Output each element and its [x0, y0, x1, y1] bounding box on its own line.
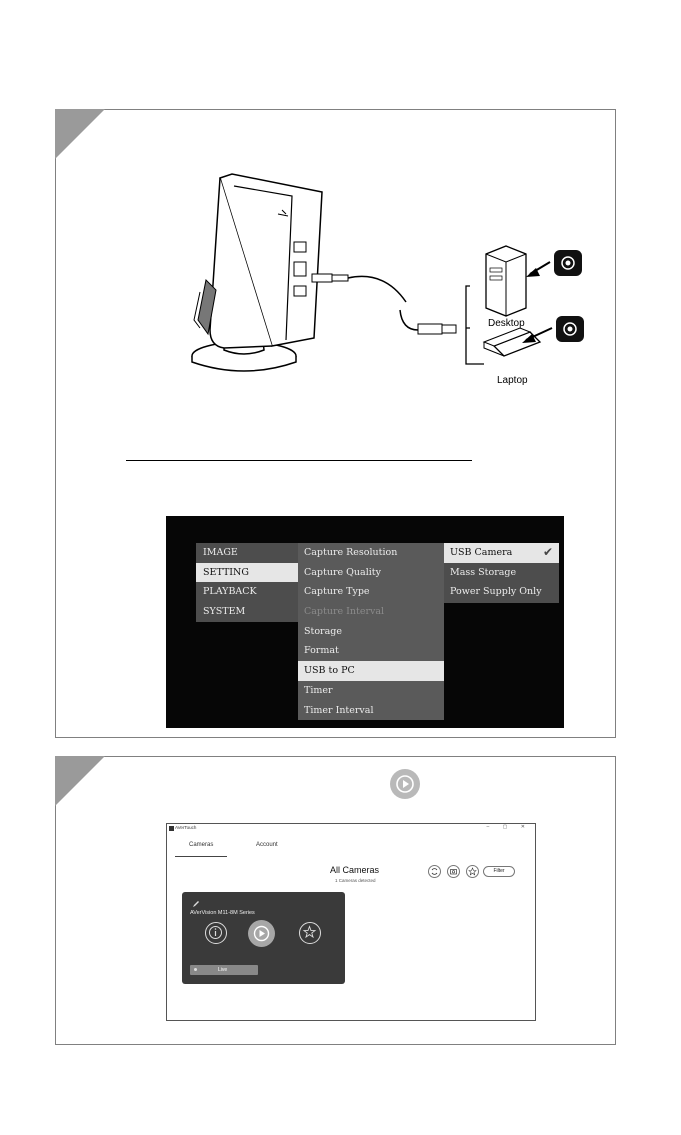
page-title: All Cameras — [330, 865, 380, 875]
menu-item-system[interactable] — [196, 602, 298, 622]
menu-item-label: Timer — [304, 684, 333, 696]
play-icon — [390, 769, 420, 799]
avertouch-app-window — [166, 823, 536, 1021]
menu-column-usb-to-pc — [444, 543, 559, 603]
tab-account[interactable]: Account — [256, 842, 278, 848]
menu-item-usb-to-pc[interactable] — [298, 661, 444, 681]
menu-column-main — [196, 543, 298, 622]
step-corner-badge — [55, 756, 105, 806]
live-indicator-icon — [194, 968, 197, 971]
menu-item-label: Timer Interval — [304, 704, 374, 716]
live-button[interactable] — [190, 965, 258, 975]
connection-illustration — [174, 170, 594, 390]
camera-name: AVerVision M11-8M Series — [190, 910, 255, 916]
menu-item-storage[interactable] — [298, 622, 444, 642]
cameras-detected-count: 1 Cameras detected — [335, 878, 376, 883]
menu-item-label: Storage — [304, 625, 342, 637]
menu-item-label: Power Supply Only — [450, 586, 542, 598]
menu-item-timer[interactable] — [298, 681, 444, 701]
active-tab-indicator — [175, 856, 227, 857]
info-icon — [206, 923, 225, 942]
menu-item-capture-type[interactable] — [298, 582, 444, 602]
live-label: Live — [218, 967, 228, 973]
osd-menu-screenshot — [166, 516, 564, 728]
menu-item-format[interactable] — [298, 641, 444, 661]
camera-card[interactable] — [182, 892, 345, 984]
menu-item-usb-camera[interactable] — [444, 543, 559, 563]
menu-item-label: PLAYBACK — [203, 586, 257, 598]
refresh-button[interactable] — [428, 865, 441, 878]
edit-icon[interactable] — [192, 900, 200, 908]
menu-item-mass-storage[interactable] — [444, 563, 559, 583]
menu-item-label: Capture Resolution — [304, 547, 398, 558]
menu-column-setting — [298, 543, 444, 720]
step-panel-1 — [55, 109, 616, 738]
snapshot-button[interactable] — [447, 865, 460, 878]
star-icon — [300, 923, 319, 942]
refresh-icon — [429, 866, 440, 877]
window-controls[interactable]: – ▢ ✕ — [486, 824, 531, 830]
menu-item-power-supply-only[interactable] — [444, 582, 559, 602]
menu-item-label: IMAGE — [203, 547, 238, 558]
menu-item-capture-resolution[interactable] — [298, 543, 444, 563]
menu-item-setting[interactable] — [196, 563, 298, 583]
menu-item-label: Capture Quality — [304, 566, 381, 578]
play-icon — [248, 920, 275, 947]
menu-item-capture-interval[interactable] — [298, 602, 444, 622]
tab-cameras[interactable]: Cameras — [189, 842, 214, 848]
menu-item-playback[interactable] — [196, 582, 298, 602]
laptop-label: Laptop — [497, 375, 528, 386]
camera-icon — [448, 866, 459, 877]
menu-item-timer-interval[interactable] — [298, 701, 444, 721]
menu-item-label: Format — [304, 645, 339, 657]
step-panel-2 — [55, 756, 616, 1045]
menu-item-capture-quality[interactable] — [298, 563, 444, 583]
live-view-button[interactable] — [248, 920, 275, 947]
favorite-button[interactable] — [466, 865, 479, 878]
menu-item-label: SETTING — [203, 566, 249, 578]
menu-item-label: USB Camera — [450, 547, 513, 558]
menu-item-label: SYSTEM — [203, 606, 246, 618]
menu-item-image[interactable] — [196, 543, 298, 563]
add-favorite-button[interactable] — [299, 922, 321, 944]
document-camera-illustration — [174, 170, 594, 390]
desktop-label: Desktop — [488, 318, 525, 329]
title-bar — [167, 824, 535, 834]
app-title: AVerTouch — [175, 825, 197, 830]
check-icon: ✔ — [542, 545, 553, 559]
text-underline — [126, 460, 472, 461]
menu-item-label: USB to PC — [304, 665, 355, 677]
menu-item-label: Capture Type — [304, 586, 370, 598]
menu-item-label: Capture Interval — [304, 606, 385, 618]
filter-button[interactable]: Filter — [483, 866, 515, 877]
star-icon — [467, 866, 478, 877]
app-logo-icon — [169, 826, 174, 831]
step-corner-badge — [55, 109, 105, 159]
menu-item-label: Mass Storage — [450, 566, 517, 578]
info-button[interactable] — [205, 922, 227, 944]
